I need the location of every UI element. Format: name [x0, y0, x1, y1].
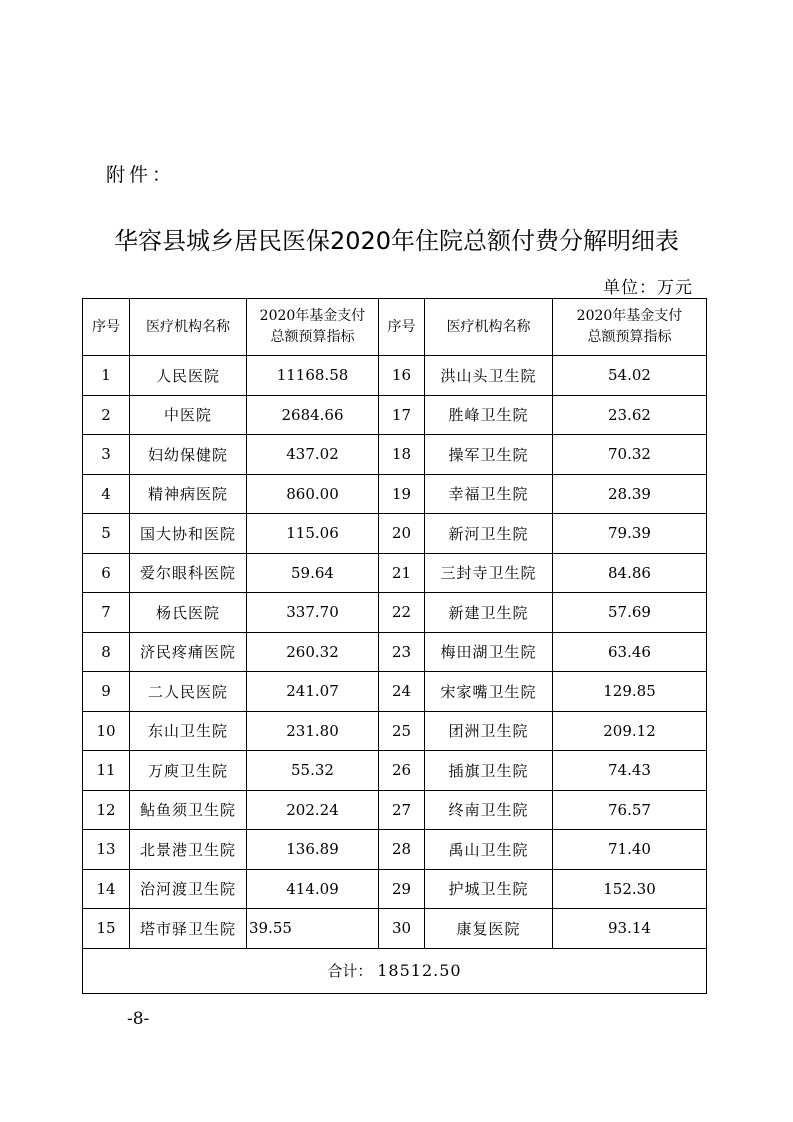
table-row [83, 711, 707, 751]
header-amount-right [553, 299, 707, 356]
table-row [83, 553, 707, 593]
row-no-left: 4 [83, 474, 130, 514]
table-row [83, 435, 707, 475]
row-amount-right: 209.12 [553, 711, 707, 751]
row-name-left: 二人民医院 [130, 672, 247, 712]
row-no-left: 15 [83, 909, 130, 949]
row-name-left: 北景港卫生院 [130, 830, 247, 870]
row-no-right: 19 [379, 474, 425, 514]
row-name-left: 精神病医院 [130, 474, 247, 514]
row-name-left: 妇幼保健院 [130, 435, 247, 475]
row-name-left: 中医院 [130, 395, 247, 435]
row-amount-left: 115.06 [247, 514, 379, 554]
attachment-label: 附件： [106, 164, 176, 186]
row-name-right: 梅田湖卫生院 [425, 632, 553, 672]
row-name-left: 治河渡卫生院 [130, 869, 247, 909]
row-amount-left: 39.55 [247, 909, 379, 949]
row-amount-right: 71.40 [553, 830, 707, 870]
row-name-left: 济民疼痛医院 [130, 632, 247, 672]
row-no-left: 14 [83, 869, 130, 909]
row-amount-left: 337.70 [247, 593, 379, 633]
row-name-right: 三封寺卫生院 [425, 553, 553, 593]
unit-label: 单位：万元 [603, 278, 693, 298]
row-amount-right: 129.85 [553, 672, 707, 712]
budget-table [82, 298, 707, 994]
row-no-right: 16 [379, 356, 425, 396]
table-row [83, 830, 707, 870]
table-row [83, 869, 707, 909]
row-no-left: 7 [83, 593, 130, 633]
row-no-right: 18 [379, 435, 425, 475]
row-name-left: 杨氏医院 [130, 593, 247, 633]
row-name-left: 万庾卫生院 [130, 751, 247, 791]
row-no-right: 26 [379, 751, 425, 791]
row-no-left: 13 [83, 830, 130, 870]
row-no-left: 12 [83, 790, 130, 830]
row-no-left: 1 [83, 356, 130, 396]
row-no-right: 25 [379, 711, 425, 751]
row-name-left: 国大协和医院 [130, 514, 247, 554]
row-no-right: 28 [379, 830, 425, 870]
row-name-right: 幸福卫生院 [425, 474, 553, 514]
row-name-right: 插旗卫生院 [425, 751, 553, 791]
row-amount-left: 2684.66 [247, 395, 379, 435]
header-no-right: 序号 [379, 299, 425, 356]
row-no-left: 6 [83, 553, 130, 593]
table-row [83, 395, 707, 435]
row-amount-left: 11168.58 [247, 356, 379, 396]
table-row [83, 672, 707, 712]
header-amount-line2: 总额预算指标 [270, 329, 355, 345]
row-amount-left: 202.24 [247, 790, 379, 830]
table-row [83, 514, 707, 554]
row-no-right: 20 [379, 514, 425, 554]
row-name-right: 康复医院 [425, 909, 553, 949]
table-row [83, 751, 707, 791]
row-amount-left: 59.64 [247, 553, 379, 593]
row-amount-left: 231.80 [247, 711, 379, 751]
row-no-right: 27 [379, 790, 425, 830]
row-no-left: 10 [83, 711, 130, 751]
table-body [83, 356, 707, 994]
page-number: -8- [127, 1009, 150, 1029]
row-name-left: 爱尔眼科医院 [130, 553, 247, 593]
row-name-right: 操军卫生院 [425, 435, 553, 475]
row-no-left: 8 [83, 632, 130, 672]
header-amount-left [247, 299, 379, 356]
row-no-right: 22 [379, 593, 425, 633]
row-amount-left: 860.00 [247, 474, 379, 514]
row-amount-right: 76.57 [553, 790, 707, 830]
row-no-right: 17 [379, 395, 425, 435]
row-amount-right: 74.43 [553, 751, 707, 791]
table-row [83, 790, 707, 830]
row-no-left: 9 [83, 672, 130, 712]
header-amount-line1: 2020年基金支付 [576, 308, 683, 324]
row-no-left: 5 [83, 514, 130, 554]
row-name-left: 人民医院 [130, 356, 247, 396]
row-no-left: 3 [83, 435, 130, 475]
row-amount-left: 437.02 [247, 435, 379, 475]
row-name-right: 护城卫生院 [425, 869, 553, 909]
row-name-right: 宋家嘴卫生院 [425, 672, 553, 712]
row-amount-right: 93.14 [553, 909, 707, 949]
row-amount-left: 55.32 [247, 751, 379, 791]
row-amount-left: 136.89 [247, 830, 379, 870]
row-name-right: 禹山卫生院 [425, 830, 553, 870]
header-amount-line1: 2020年基金支付 [259, 308, 366, 324]
row-name-right: 新河卫生院 [425, 514, 553, 554]
row-amount-right: 152.30 [553, 869, 707, 909]
row-amount-left: 414.09 [247, 869, 379, 909]
row-name-left: 东山卫生院 [130, 711, 247, 751]
row-amount-right: 28.39 [553, 474, 707, 514]
table-row [83, 593, 707, 633]
row-amount-left: 241.07 [247, 672, 379, 712]
row-name-right: 洪山头卫生院 [425, 356, 553, 396]
row-name-right: 新建卫生院 [425, 593, 553, 633]
row-amount-right: 63.46 [553, 632, 707, 672]
row-amount-right: 79.39 [553, 514, 707, 554]
row-amount-right: 54.02 [553, 356, 707, 396]
table-row [83, 356, 707, 396]
total-row [83, 948, 707, 993]
document-title: 华容县城乡居民医保2020年住院总额付费分解明细表 [113, 227, 680, 255]
row-name-left: 鲇鱼须卫生院 [130, 790, 247, 830]
header-amount-line2: 总额预算指标 [587, 329, 672, 345]
row-no-left: 2 [83, 395, 130, 435]
row-name-right: 胜峰卫生院 [425, 395, 553, 435]
table-row [83, 909, 707, 949]
row-name-left: 塔市驿卫生院 [130, 909, 247, 949]
table-row [83, 474, 707, 514]
table-header-row [83, 299, 707, 356]
total-cell [83, 948, 707, 993]
row-no-right: 24 [379, 672, 425, 712]
total-label: 合计： [327, 962, 373, 980]
row-no-left: 11 [83, 751, 130, 791]
row-amount-left: 260.32 [247, 632, 379, 672]
row-name-right: 团洲卫生院 [425, 711, 553, 751]
row-amount-right: 23.62 [553, 395, 707, 435]
row-no-right: 21 [379, 553, 425, 593]
row-no-right: 23 [379, 632, 425, 672]
row-amount-right: 70.32 [553, 435, 707, 475]
row-name-right: 终南卫生院 [425, 790, 553, 830]
row-amount-right: 84.86 [553, 553, 707, 593]
table-row [83, 632, 707, 672]
header-name-right: 医疗机构名称 [425, 299, 553, 356]
header-no-left: 序号 [83, 299, 130, 356]
row-no-right: 30 [379, 909, 425, 949]
row-no-right: 29 [379, 869, 425, 909]
total-value: 18512.50 [377, 961, 462, 980]
row-amount-right: 57.69 [553, 593, 707, 633]
header-name-left: 医疗机构名称 [130, 299, 247, 356]
